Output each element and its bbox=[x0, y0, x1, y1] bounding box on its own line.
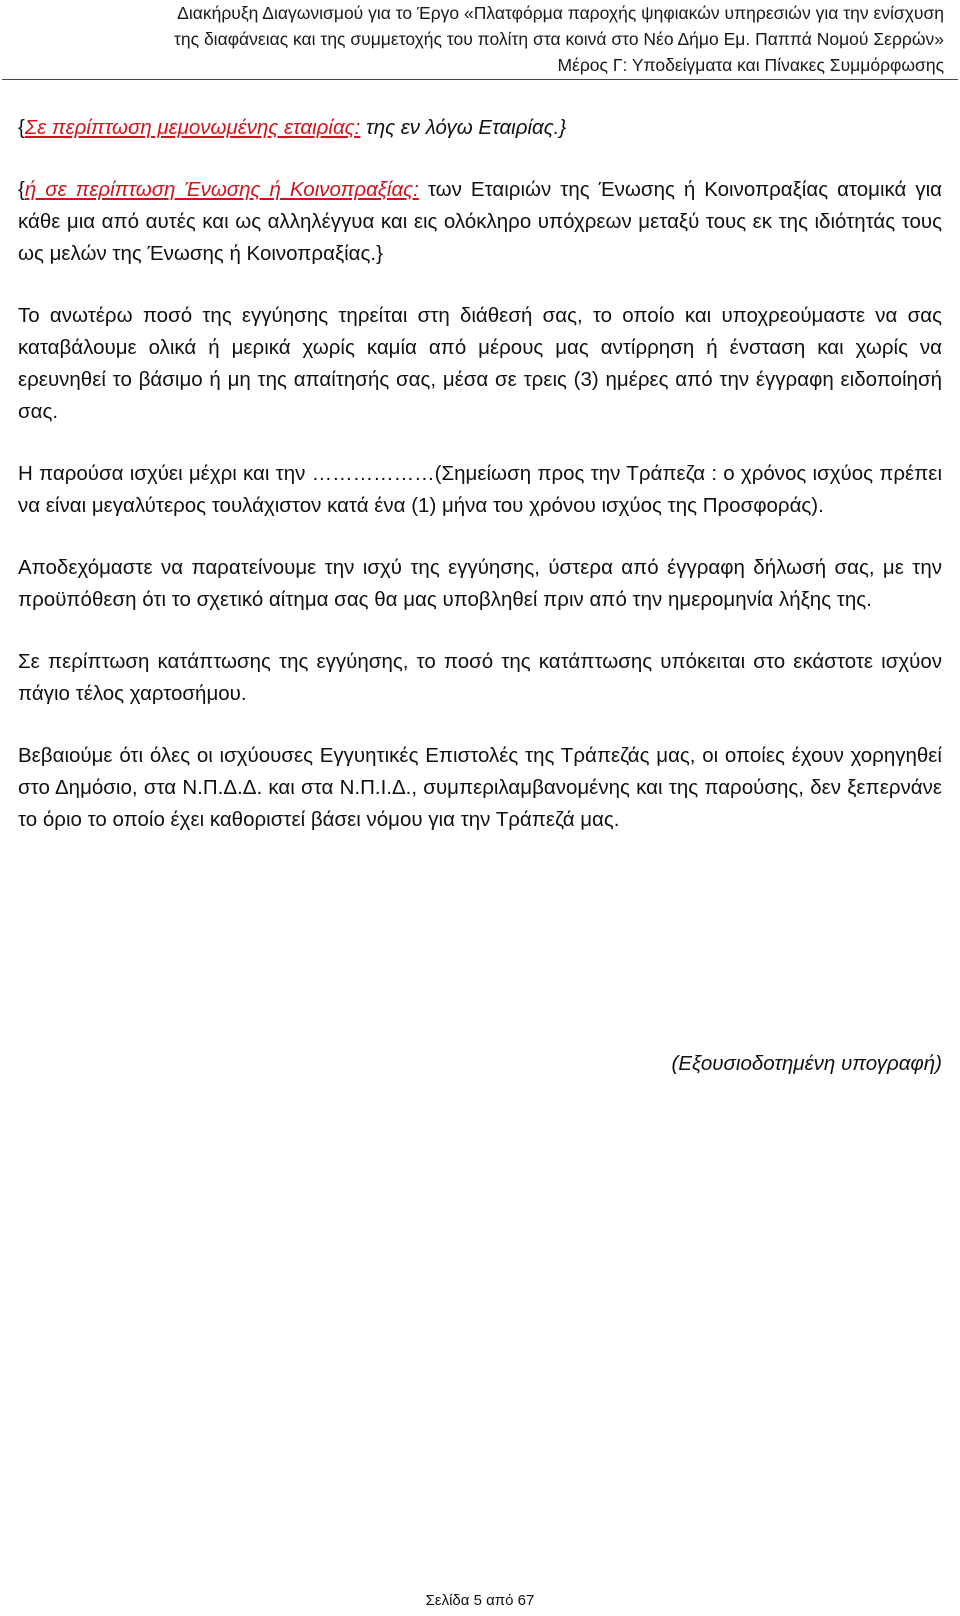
paragraph-single-company bbox=[18, 112, 942, 144]
paragraph-joint-venture bbox=[18, 174, 942, 270]
header-divider bbox=[2, 79, 958, 80]
page-header bbox=[0, 0, 960, 80]
brace-open: { bbox=[18, 116, 25, 139]
paragraph-certification: Βεβαιούμε ότι όλες οι ισχύουσες Εγγυητικές Επιστολές της Τράπεζάς μας, οι οποίες έχουν χορηγηθεί στο Δημόσιο, στα Ν.Π.Δ.Δ. και στα Ν.Π.Ι.Δ., συμπεριλαμβανομένης και της παρούσης, δεν ξεπερνάνε το όριο το οποίο έχει καθοριστεί βάσει νόμου για την Τράπεζά μας. bbox=[18, 744, 942, 831]
paragraph-validity: Η παρούσα ισχύει μέχρι και την ………………(Σημείωση προς την Τράπεζα : ο χρόνος ισχύος πρέπει να είναι μεγαλύτερος τουλάχιστον κατά ένα (1) μήνα του χρόνου ισχύος της Προσφοράς). bbox=[18, 462, 942, 517]
paragraph-forfeiture: Σε περίπτωση κατάπτωσης της εγγύησης, το ποσό της κατάπτωσης υπόκειται στο εκάστοτε ισχύον πάγιο τέλος χαρτοσήμου. bbox=[18, 650, 942, 705]
single-company-condition: Σε περίπτωση μεμονωμένης εταιρίας: bbox=[24, 116, 361, 139]
document-body bbox=[18, 112, 942, 866]
header-title-line-1: Διακήρυξη Διαγωνισμού για το Έργο «Πλατφόρμα παροχής ψηφιακών υπηρεσιών για την ενίσχυση bbox=[177, 3, 944, 23]
brace-open: { bbox=[18, 178, 25, 201]
joint-venture-condition: ή σε περίπτωση Ένωσης ή Κοινοπραξίας: bbox=[24, 178, 419, 201]
single-company-text: της εν λόγω Εταιρίας.} bbox=[360, 116, 567, 139]
header-section-line: Μέρος Γ: Υποδείγματα και Πίνακες Συμμόρφωσης bbox=[557, 55, 944, 75]
paragraph-guarantee-amount: Το ανωτέρω ποσό της εγγύησης τηρείται στη διάθεσή σας, το οποίο και υποχρεούμαστε να σας καταβάλουμε ολικά ή μερικά χωρίς καμία από μέρους μας αντίρρηση ή ένσταση και χωρίς να ερευνηθεί το βάσιμο ή μη της απαίτησής σας, μέσα σε τρεις (3) ημέρες από την έγγραφη ειδοποίησή σας. bbox=[18, 304, 942, 423]
joint-venture-text: των Εταιριών της Ένωσης ή Κοινοπραξίας ατομικά για κάθε μια από αυτές και ως αλληλέγγυα και εις ολόκληρο υπόχρεων μεταξύ τους εκ της ιδιότητάς τους ως μελών της Ένωσης ή Κοινοπραξίας.} bbox=[18, 178, 943, 265]
authorized-signature: (Εξουσιοδοτημένη υπογραφή) bbox=[671, 1052, 942, 1075]
header-title-line-2: της διαφάνειας και της συμμετοχής του πολίτη στα κοινά στο Νέο Δήμο Εμ. Παππά Νομού Σερρών» bbox=[174, 29, 944, 49]
page-number: Σελίδα 5 από 67 bbox=[425, 1592, 535, 1609]
paragraph-extension: Αποδεχόμαστε να παρατείνουμε την ισχύ της εγγύησης, ύστερα από έγγραφη δήλωσή σας, με την προϋπόθεση ότι το σχετικό αίτημα σας θα μας υποβληθεί πριν από την ημερομηνία λήξης της. bbox=[18, 556, 942, 611]
